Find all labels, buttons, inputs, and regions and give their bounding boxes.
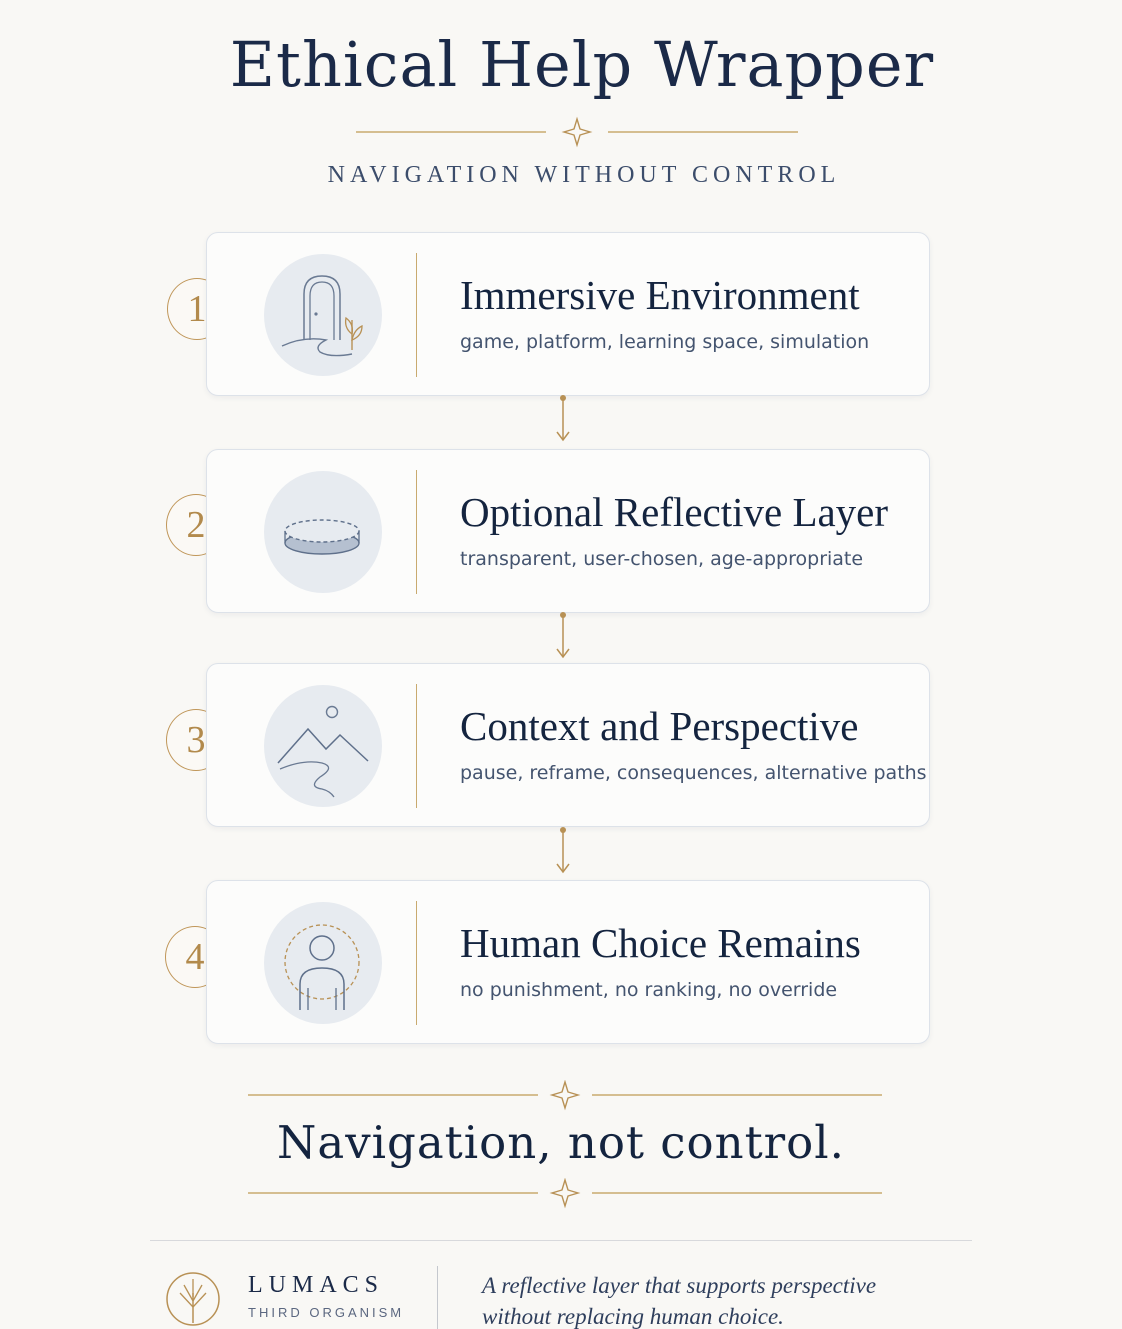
title-ornament	[356, 116, 798, 150]
tree-logo-icon	[164, 1269, 222, 1329]
footer-vertical-divider	[437, 1266, 438, 1329]
doorway-plant-icon	[264, 254, 382, 376]
person-halo-icon	[264, 902, 382, 1024]
arrow-down-icon	[552, 609, 574, 661]
footer-divider	[150, 1240, 972, 1241]
tagline: Navigation, not control.	[277, 1116, 845, 1169]
card-divider	[416, 684, 417, 808]
layer-disc-icon	[264, 471, 382, 593]
step-title: Context and Perspective	[460, 703, 859, 749]
card-divider	[416, 253, 417, 377]
step-number-4: 4	[165, 926, 225, 988]
step-subtitle: no punishment, no ranking, no override	[460, 979, 838, 1001]
tagline-ornament-top	[248, 1080, 882, 1112]
step-card-human-choice-remains	[206, 880, 930, 1044]
step-subtitle: pause, reframe, consequences, alternative paths	[460, 762, 927, 784]
step-card-optional-reflective-layer	[206, 449, 930, 613]
icon-badge	[264, 471, 382, 593]
step-subtitle: transparent, user-chosen, age-appropriate	[460, 548, 864, 570]
sparkle-icon	[564, 119, 590, 145]
arrow-down-icon	[552, 392, 574, 444]
footer-quote-line-2: without replacing human choice.	[482, 1304, 784, 1329]
step-title: Immersive Environment	[460, 272, 860, 318]
step-title: Optional Reflective Layer	[460, 489, 889, 535]
page-title: Ethical Help Wrapper	[229, 28, 935, 101]
footer-quote	[482, 1270, 952, 1329]
brand-name: LUMACS	[248, 1272, 385, 1298]
step-number-3: 3	[166, 709, 226, 771]
step-title: Human Choice Remains	[460, 920, 861, 966]
step-card-immersive-environment	[206, 232, 930, 396]
step-number-2: 2	[166, 494, 226, 556]
step-number-1: 1	[167, 278, 227, 340]
step-subtitle: game, platform, learning space, simulation	[460, 331, 870, 353]
sparkle-icon	[552, 1180, 578, 1206]
arrow-down-icon	[552, 824, 574, 876]
card-divider	[416, 470, 417, 594]
card-divider	[416, 901, 417, 1025]
brand-subtitle: THIRD ORGANISM	[248, 1305, 405, 1320]
icon-badge	[264, 902, 382, 1024]
mountain-path-icon	[264, 685, 382, 807]
footer-quote-line-1: A reflective layer that supports perspective	[482, 1273, 877, 1298]
step-card-context-and-perspective	[206, 663, 930, 827]
page-subtitle: NAVIGATION WITHOUT CONTROL	[327, 162, 841, 188]
sparkle-icon	[552, 1082, 578, 1108]
icon-badge	[264, 685, 382, 807]
icon-badge	[264, 254, 382, 376]
tagline-ornament-bottom	[248, 1178, 882, 1210]
